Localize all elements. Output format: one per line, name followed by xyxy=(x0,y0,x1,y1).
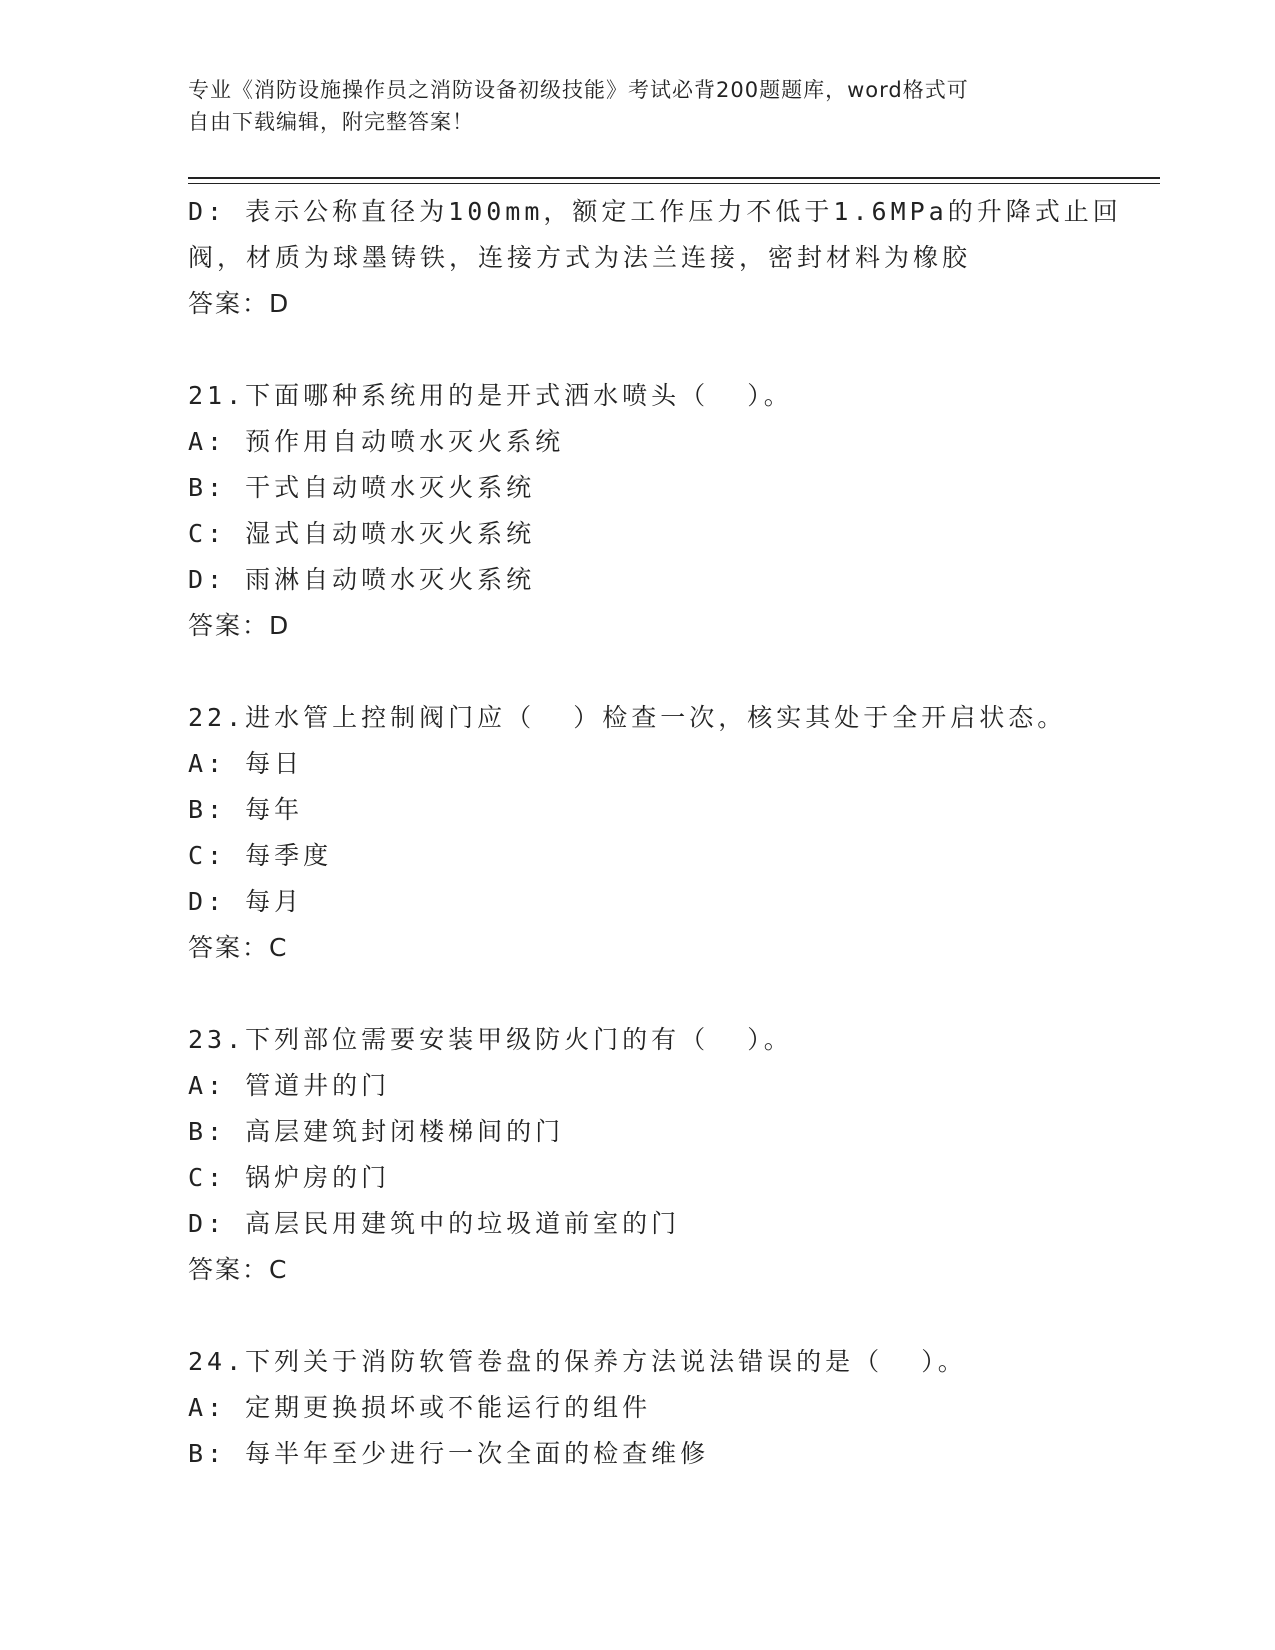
question-22-stem: 22.进水管上控制阀门应（ ）检查一次，核实其处于全开启状态。 xyxy=(188,703,1067,732)
prev-answer: 答案：D xyxy=(188,289,291,318)
spacer xyxy=(188,971,1148,1017)
question-24-stem: 24.下列关于消防软管卷盘的保养方法说法错误的是（ ）。 xyxy=(188,1347,967,1376)
header-title-line-2: 自由下载编辑，附完整答案！ xyxy=(188,110,474,134)
question-22-option-d: D: 每月 xyxy=(188,887,304,916)
question-21-stem: 21.下面哪种系统用的是开式洒水喷头（ ）。 xyxy=(188,381,793,410)
question-content xyxy=(188,189,1148,1477)
question-22-option-a: A: 每日 xyxy=(188,749,304,778)
header-title-line-1: 专业《消防设施操作员之消防设备初级技能》考试必背200题题库，word格式可 xyxy=(188,78,969,102)
question-21-answer: 答案：D xyxy=(188,611,291,640)
spacer xyxy=(188,649,1148,695)
question-22-option-c: C: 每季度 xyxy=(188,841,333,870)
prev-option-d-line-1: D: 表示公称直径为100mm，额定工作压力不低于1.6MPa的升降式止回 xyxy=(188,197,1122,226)
question-23-option-d: D: 高层民用建筑中的垃圾道前室的门 xyxy=(188,1209,681,1238)
question-23-option-a: A: 管道井的门 xyxy=(188,1071,391,1100)
prev-option-d-line-2: 阀，材质为球墨铸铁，连接方式为法兰连接，密封材料为橡胶 xyxy=(188,243,972,272)
question-23-option-c: C: 锅炉房的门 xyxy=(188,1163,391,1192)
question-24-option-b: B: 每半年至少进行一次全面的检查维修 xyxy=(188,1439,710,1468)
question-24-option-a: A: 定期更换损坏或不能运行的组件 xyxy=(188,1393,652,1422)
question-23-stem: 23.下列部位需要安装甲级防火门的有（ ）。 xyxy=(188,1025,793,1054)
spacer xyxy=(188,327,1148,373)
question-23-answer: 答案：C xyxy=(188,1255,289,1284)
question-21-option-d: D: 雨淋自动喷水灭火系统 xyxy=(188,565,536,594)
question-22-option-b: B: 每年 xyxy=(188,795,304,824)
question-21-option-a: A: 预作用自动喷水灭火系统 xyxy=(188,427,565,456)
page-header xyxy=(188,74,1088,138)
question-22-answer: 答案：C xyxy=(188,933,289,962)
header-divider-thick xyxy=(188,177,1160,179)
question-21-option-b: B: 干式自动喷水灭火系统 xyxy=(188,473,536,502)
question-21-option-c: C: 湿式自动喷水灭火系统 xyxy=(188,519,536,548)
question-23-option-b: B: 高层建筑封闭楼梯间的门 xyxy=(188,1117,565,1146)
spacer xyxy=(188,1293,1148,1339)
header-divider-thin xyxy=(188,183,1160,184)
